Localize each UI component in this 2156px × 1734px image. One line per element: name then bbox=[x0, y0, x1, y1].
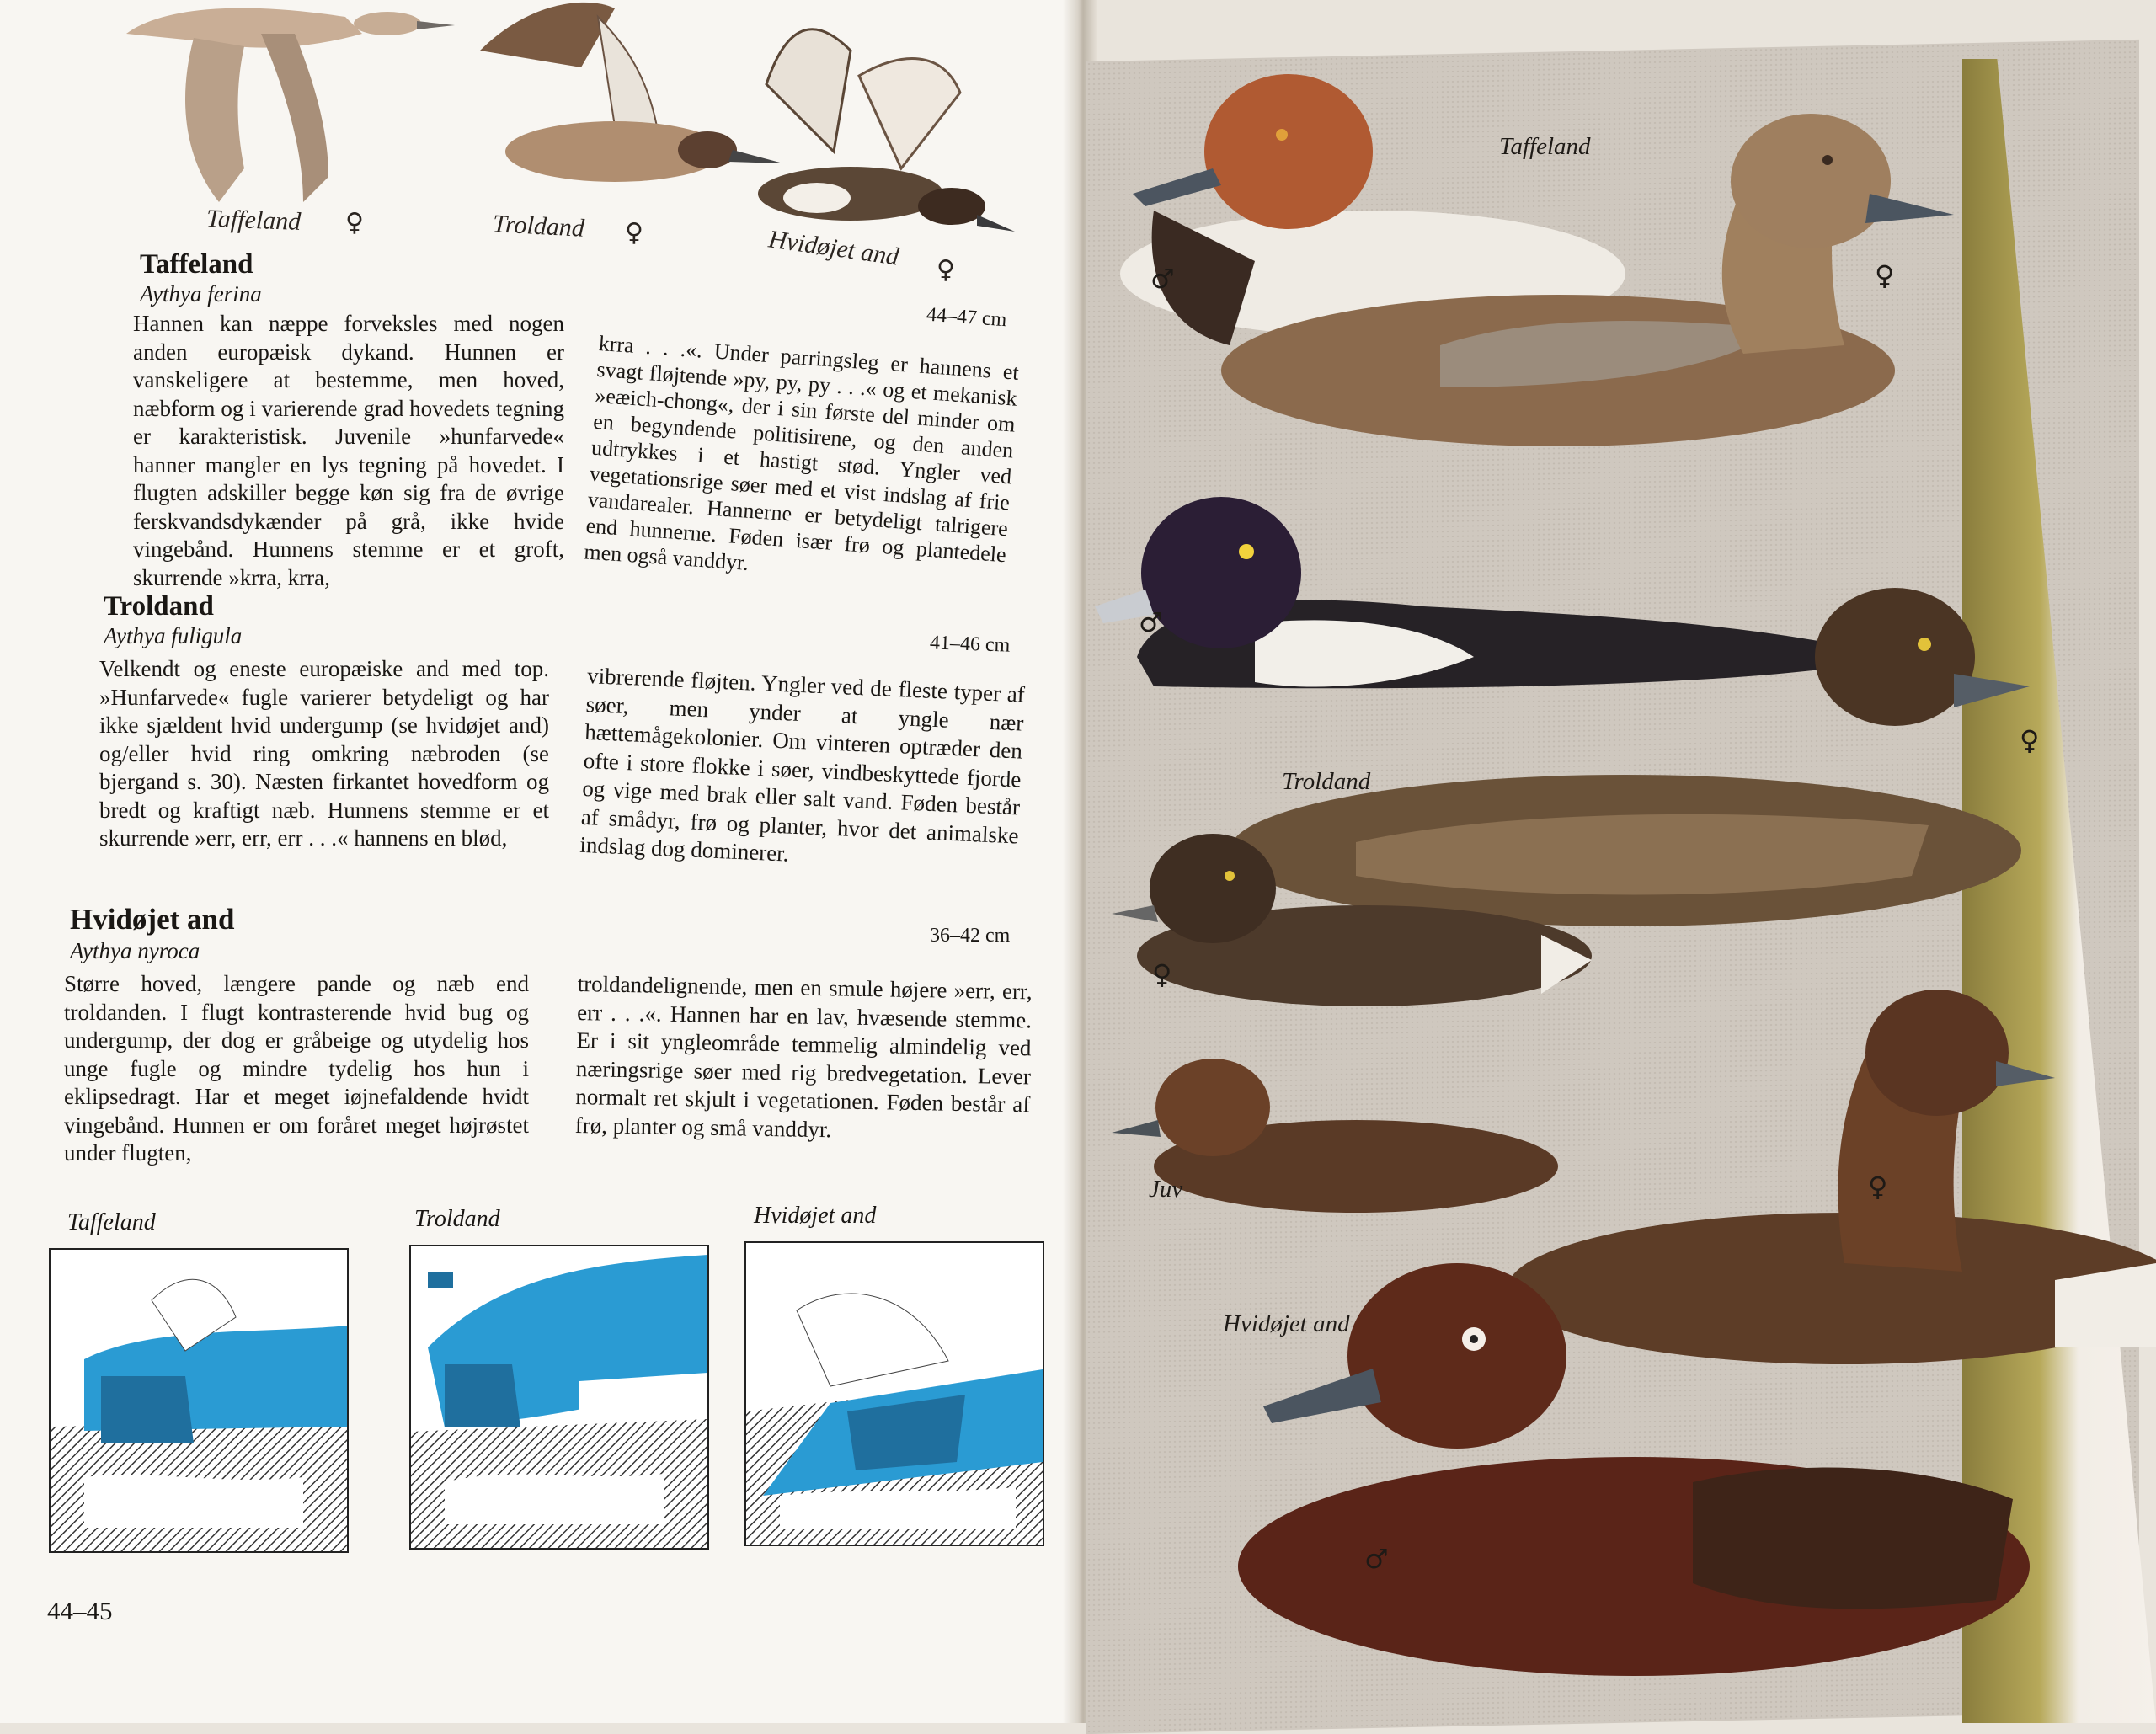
description-troldand-col1: Velkendt og eneste europæiske and med top. »Hunfarvede« fugle varierer betydeligt og har ikke sjældent hvid undergump (se hvidøjet and) og/eller hvid ring omkring næbroden (se bjergand s. 30). Næsten firkantet hovedform og bredt og kraftigt næb. Hunnens stemme er et skurrende »err, err, err . . .« hannens en blød, bbox=[99, 656, 549, 851]
flight-caption-troldand: Troldand bbox=[492, 210, 585, 243]
plate-label-hvidojet: Hvidøjet and bbox=[1223, 1310, 1350, 1337]
female-symbol: ♀ bbox=[937, 255, 955, 285]
map-label-taffeland: Taffeland bbox=[67, 1209, 156, 1235]
description-taffeland-col2: krra . . .«. Under parringsleg er hannens et svagt fløjtende »py, py, py . . .« og et mekanisk »eæich-chong«, der i sin første del minder om en begyndende politisirene, og den anden udtrykkes i et hastigt stød. Yngler ved vegetationsrige søer med et vist indslag af frie vandarealer. Hannerne er betydeligt talrigere end hunnerne. Føden især frø og plantedele men også vanddyr. bbox=[583, 330, 1020, 575]
female-symbol: ♀ bbox=[625, 218, 643, 248]
map-label-hvidojet: Hvidøjet and bbox=[754, 1203, 877, 1229]
map-label-troldand: Troldand bbox=[414, 1206, 500, 1232]
range-map-taffeland bbox=[49, 1248, 349, 1553]
latin-name-taffeland: Aythya ferina bbox=[140, 281, 262, 307]
range-map-troldand bbox=[409, 1245, 709, 1550]
left-page bbox=[0, 0, 1070, 1723]
description-troldand-col2: vibrerende fløjten. Yngler ved de fleste typer af søer, men ynder at yngle nær hættemågekolonier. Om vinteren optræder den ofte i store flokke i søer, vindbeskyttede fjorde og vige med brak eller salt vand. Føden består af smådyr, frø og planter, hvor det animalske indslag dog dominerer. bbox=[579, 662, 1026, 867]
duck-plate-illustration bbox=[1086, 67, 2156, 1723]
hvidojet-flight-drawing bbox=[758, 29, 1015, 232]
species-title-troldand: Troldand bbox=[104, 591, 214, 622]
description-taffeland-col1: Hannen kan næppe forveksles med nogen anden europæisk dykand. Hunnen er vanskeligere at bestemme, men hoved, næbform og i varierende grad hovedets tegning er karakteristisk. Juvenile »hunfarvede« hanner mangler en lys tegning på hovedet. I flugten adskiller begge køn sig fra de øvrige ferskvandsdykænder på grå, ikke hvide vingebånd. Hunnens stemme er et groft, skurrende »krra, krra, bbox=[133, 311, 564, 590]
flight-caption-hvidojet: Hvidøjet and bbox=[766, 225, 901, 271]
male-symbol: ♂ bbox=[1139, 606, 1163, 638]
plate-label-troldand: Troldand bbox=[1282, 768, 1371, 795]
troldand-male-drawing bbox=[1095, 497, 1895, 688]
taffeland-flight-drawing bbox=[126, 8, 455, 202]
female-symbol: ♀ bbox=[1152, 958, 1172, 990]
male-symbol: ♂ bbox=[1150, 263, 1175, 295]
species-title-taffeland: Taffeland bbox=[140, 249, 253, 280]
plate-label-taffeland: Taffeland bbox=[1499, 133, 1591, 160]
flight-caption-taffeland: Taffeland bbox=[205, 205, 302, 236]
size-range-hvidojet: 36–42 cm bbox=[930, 925, 1011, 947]
plate-label-juv: Juv bbox=[1149, 1176, 1183, 1203]
female-symbol: ♀ bbox=[345, 208, 364, 237]
description-hvidojet-col1: Større hoved, længere pande og næb end troldanden. I flugt kontrasterende hvid bug og undergump, der dog er gråbeige og utydelig hos unge fugle og mindre tydelig hos hun i eklipsedragt. Har et meget iøjnefaldende hvidt vingebånd. Hunnen er om foråret meget højrøstet under flugten, bbox=[64, 971, 529, 1166]
size-range-taffeland: 44–47 cm bbox=[926, 303, 1008, 332]
male-symbol: ♂ bbox=[1364, 1543, 1389, 1575]
female-symbol: ♀ bbox=[2020, 724, 2040, 756]
species-title-hvidojet: Hvidøjet and bbox=[70, 903, 235, 936]
page-number: 44–45 bbox=[47, 1596, 113, 1625]
latin-name-troldand: Aythya fuligula bbox=[104, 623, 243, 648]
range-map-hvidojet bbox=[744, 1241, 1044, 1546]
description-hvidojet-col2: troldandelignende, men en smule højere »err, err, err . . .«. Hannen har en lav, hvæsende stemme. Er i sit yngleområde temmelig almindelig ved næringsrige søer med rig bredvegetation. Lever normalt ret skjult i vegetationen. Føden består af frø, planter og små vanddyr. bbox=[574, 970, 1033, 1142]
female-symbol: ♀ bbox=[1875, 259, 1895, 291]
size-range-troldand: 41–46 cm bbox=[929, 632, 1011, 657]
troldand-flight-drawing bbox=[480, 3, 783, 182]
hvidojet-female-drawing bbox=[1508, 990, 2156, 1364]
female-symbol: ♀ bbox=[1868, 1171, 1888, 1203]
latin-name-hvidojet: Aythya nyroca bbox=[70, 938, 200, 963]
